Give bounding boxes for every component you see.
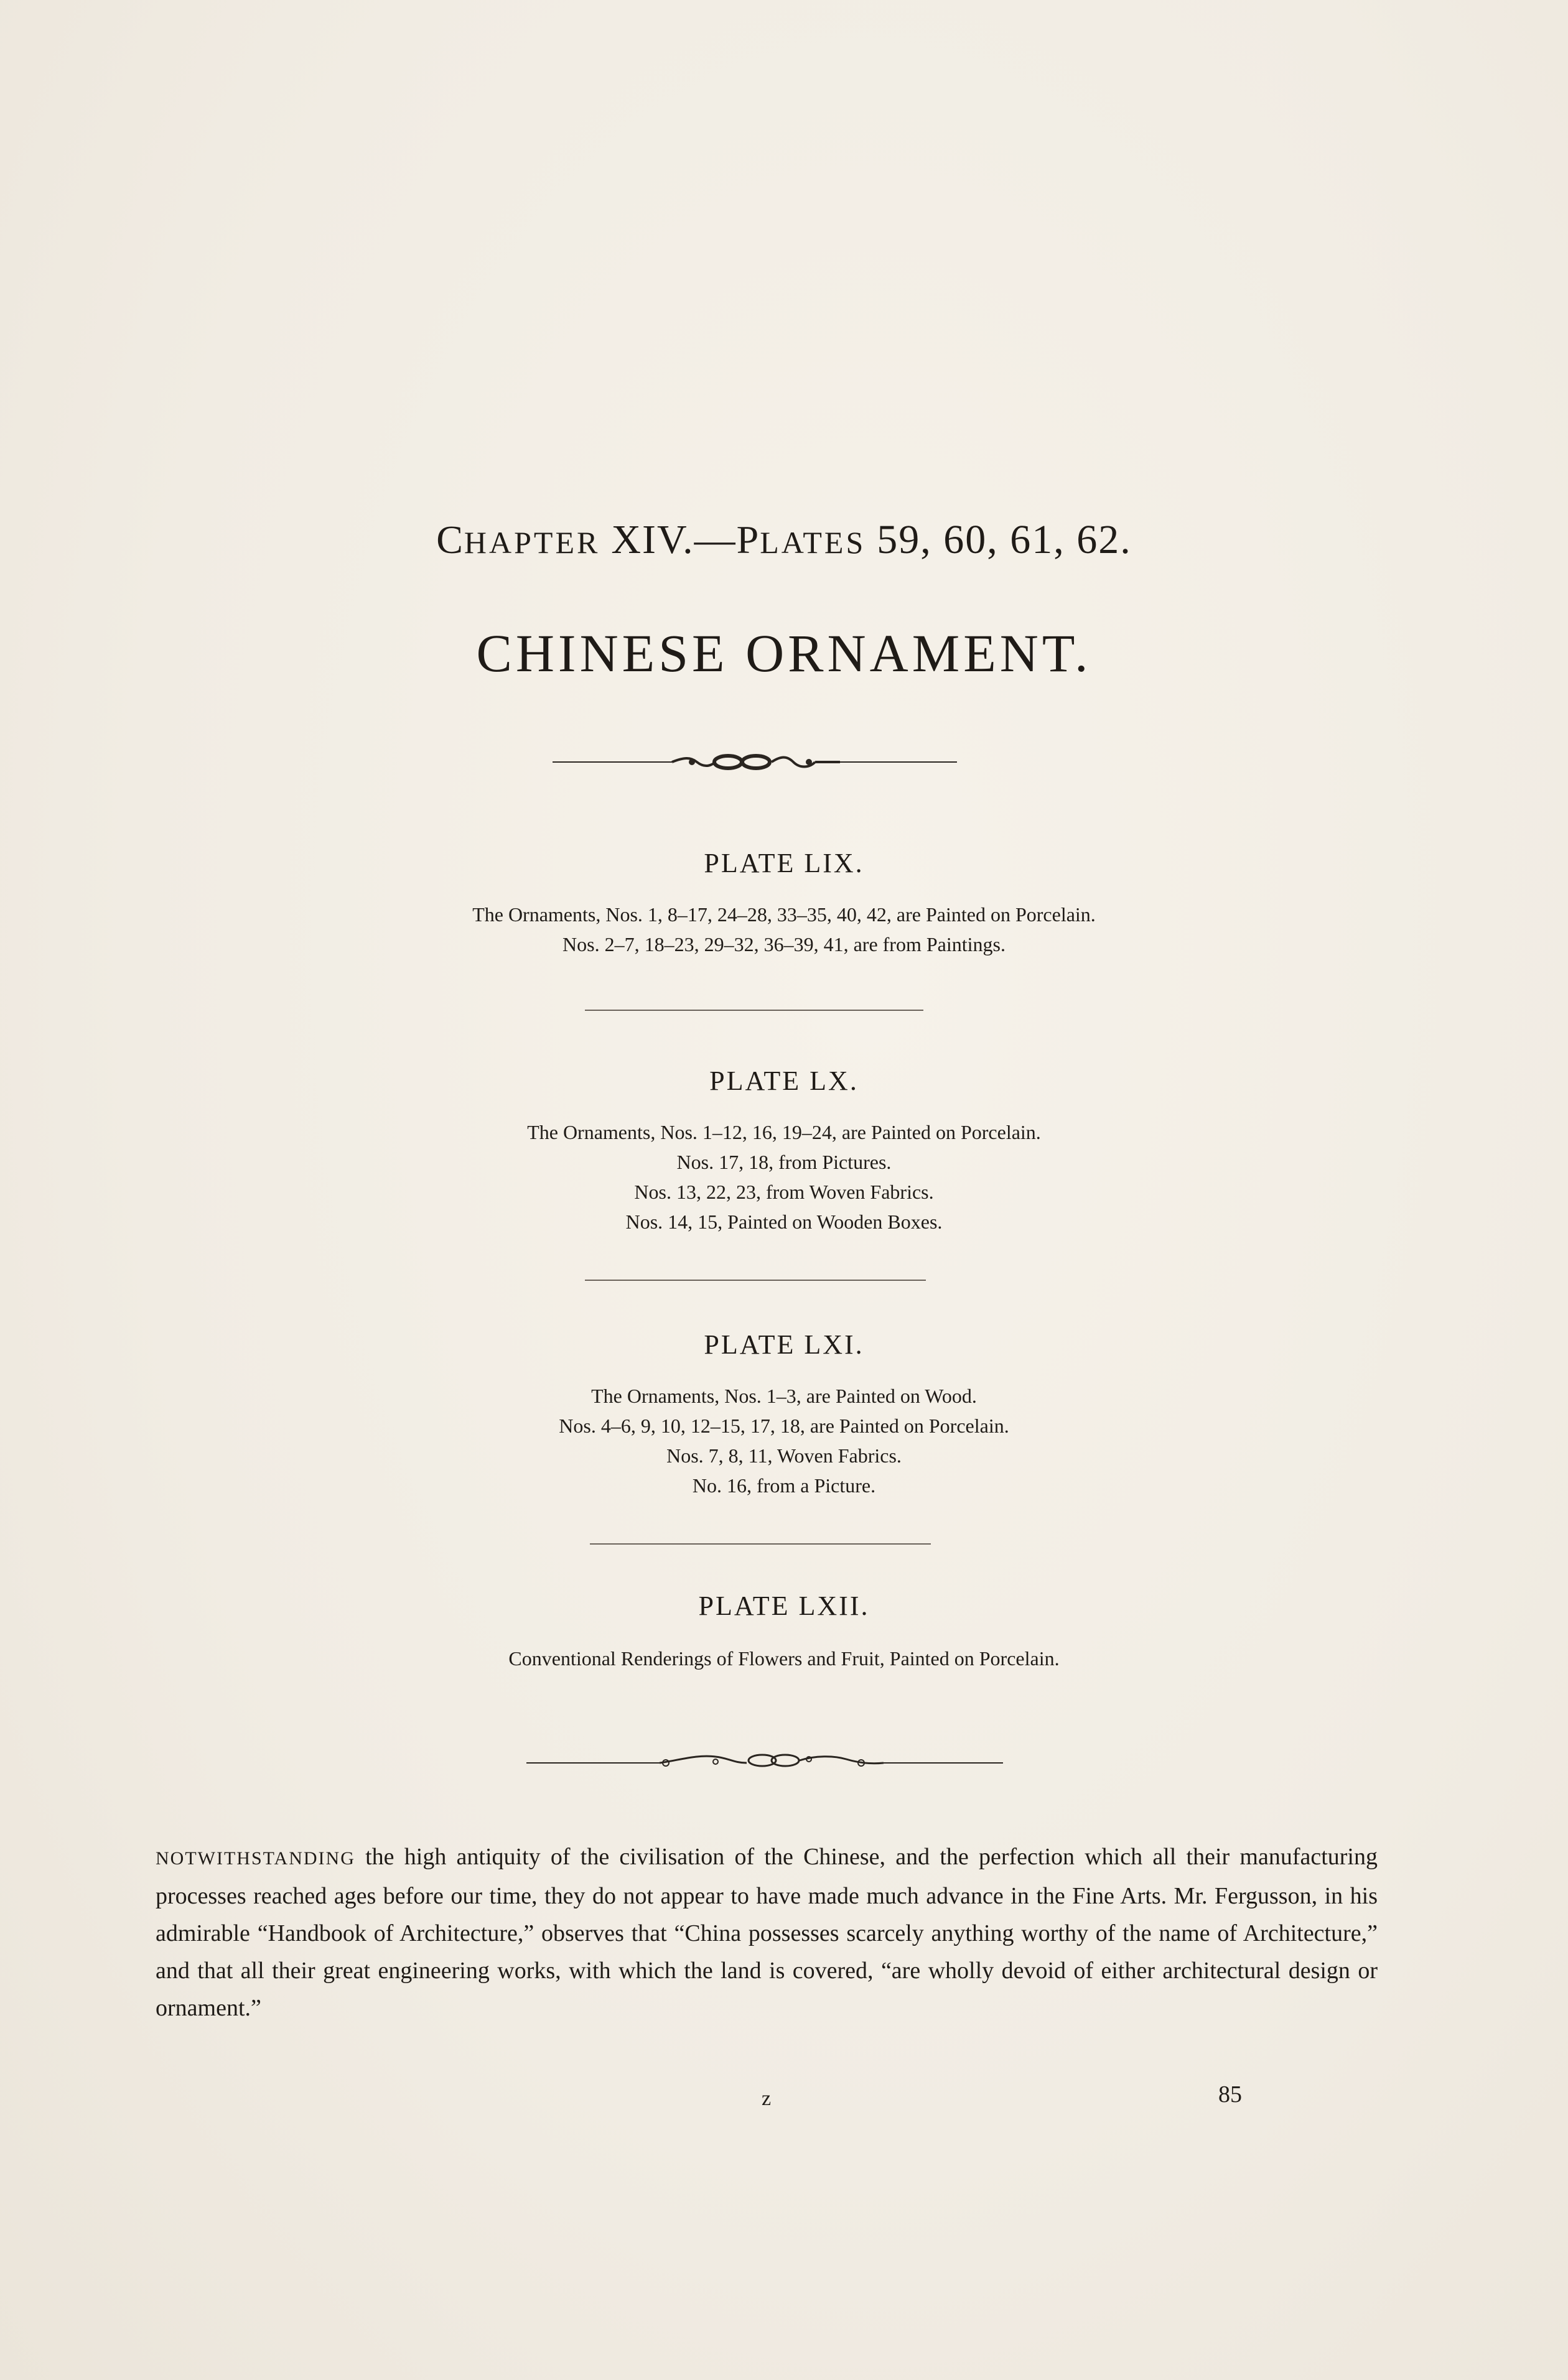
plate-59-line-2: Nos. 2–7, 18–23, 29–32, 36–39, 41, are from Paintings. — [562, 933, 1006, 955]
page-title: CHINESE ORNAMENT. — [476, 623, 1092, 683]
plate-59-line-1: The Ornaments, Nos. 1, 8–17, 24–28, 33–35, 40, 42, are Painted on Porcelain. — [472, 903, 1096, 926]
plate-61-line-1: The Ornaments, Nos. 1–3, are Painted on Wood. — [591, 1385, 977, 1407]
plate-60-line-4: Nos. 14, 15, Painted on Wooden Boxes. — [625, 1211, 943, 1233]
signature-mark: z — [762, 2087, 772, 2110]
divider-rule — [585, 1280, 926, 1281]
plates-prefix-rest: LATES — [760, 525, 866, 560]
bottom-flourish-ornament — [0, 1745, 1568, 1777]
chapter-heading — [0, 516, 1568, 564]
body-text: the high antiquity of the civilisation of the Chinese, and the perfection which all their manufacturing processes reached ages before our time, they do not appear to have made much advance in the Fine Arts. Mr. Fergusson, in his admirable “Handbook of Architecture,” observes that “China possesses scarcely anything worthy of the name of Architecture,” and that all their great engineering works, with which the land is covered, “are wholly devoid of either architectural design or ornament.” — [156, 1844, 1378, 2021]
divider-rule — [585, 1010, 923, 1011]
chapter-number: XIV.— — [611, 517, 737, 562]
top-flourish-ornament — [0, 743, 1568, 781]
plate-61-line-2: Nos. 4–6, 9, 10, 12–15, 17, 18, are Painted on Porcelain. — [559, 1415, 1009, 1437]
plate-60-title: PLATE LX. — [709, 1066, 859, 1096]
chapter-prefix-rest: HAPTER — [464, 525, 600, 560]
body-first-word: NOTWITHSTANDING — [156, 1848, 355, 1869]
plates-prefix-first: P — [736, 518, 760, 562]
plate-59-title: PLATE LIX. — [704, 848, 864, 878]
plate-61-line-3: Nos. 7, 8, 11, Woven Fabrics. — [666, 1444, 902, 1467]
plate-62-line-1: Conventional Renderings of Flowers and Fruit, Painted on Porcelain. — [508, 1647, 1060, 1670]
plate-60-line-1: The Ornaments, Nos. 1–12, 16, 19–24, are Painted on Porcelain. — [527, 1121, 1041, 1143]
body-paragraph — [156, 1838, 1378, 2027]
plates-numbers: 59, 60, 61, 62. — [877, 517, 1132, 562]
plate-60-line-2: Nos. 17, 18, from Pictures. — [676, 1151, 892, 1173]
chapter-prefix-first: C — [436, 518, 464, 562]
plate-61-title: PLATE LXI. — [704, 1329, 864, 1360]
plate-60-line-3: Nos. 13, 22, 23, from Woven Fabrics. — [634, 1181, 934, 1203]
divider-rule — [590, 1543, 931, 1545]
page-number: 85 — [1218, 2081, 1242, 2108]
plate-62-title: PLATE LXII. — [698, 1591, 870, 1621]
plate-61-line-4: No. 16, from a Picture. — [692, 1474, 876, 1497]
